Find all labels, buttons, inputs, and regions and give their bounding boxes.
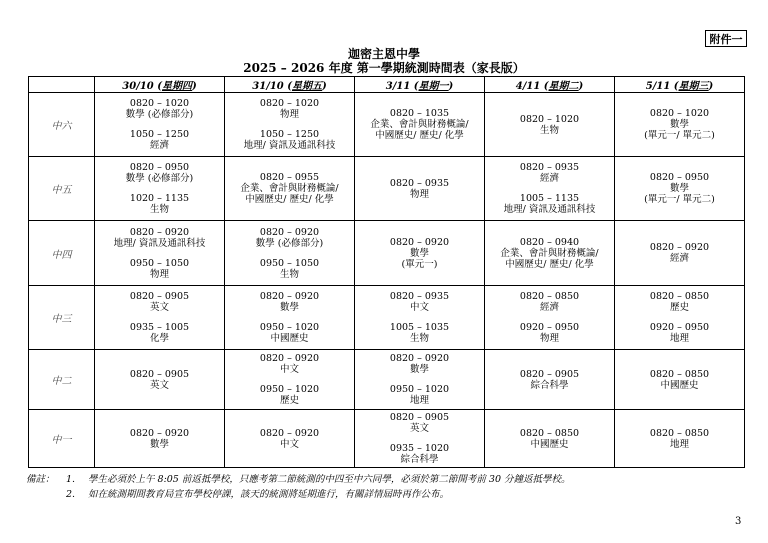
exam-slot — [615, 291, 744, 313]
exam-cell — [615, 286, 745, 350]
exam-cell — [485, 157, 615, 221]
exam-cell — [615, 93, 745, 157]
notes — [26, 472, 746, 502]
note-text: 如在統測期間教育局宣布學校停課，該天的統測將延期進行，有關詳情屆時再作公布。 — [88, 489, 450, 500]
exam-cell — [355, 350, 485, 410]
exam-subject: 歷史 — [669, 302, 689, 313]
exam-subject: 企業、會計與財務概論/ — [370, 119, 469, 130]
column-weekday: 星期二 — [548, 81, 579, 92]
exam-subject: 數學 — [279, 302, 299, 313]
exam-cell — [355, 93, 485, 157]
exam-time: 0820 – 0920 — [389, 236, 450, 248]
exam-slot — [95, 98, 224, 120]
exam-time: 0820 – 0920 — [259, 291, 320, 302]
exam-subject: 經濟 — [669, 253, 689, 264]
exam-time: 1050 – 1250 — [259, 129, 320, 140]
school-name: 迦密主恩中學 — [347, 47, 420, 61]
exam-slot — [355, 443, 484, 465]
exam-subject: 企業、會計與財務概論/ — [240, 183, 339, 194]
exam-slot — [225, 384, 354, 406]
exam-slot — [615, 428, 744, 450]
exam-cell — [355, 221, 485, 286]
exam-subject: 經濟 — [149, 140, 169, 151]
exam-cell — [485, 93, 615, 157]
exam-subject: 歷史 — [279, 395, 299, 406]
exam-time: 0820 – 0950 — [649, 172, 710, 183]
exam-time: 0820 – 0905 — [389, 412, 450, 423]
exam-slot — [355, 108, 484, 141]
exam-time: 0820 – 0920 — [129, 226, 190, 238]
column-weekday: 星期三 — [678, 81, 709, 92]
column-weekday: 星期五 — [291, 81, 322, 92]
exam-subject: 物理 — [409, 188, 429, 200]
header-row — [29, 77, 745, 93]
exam-time: 0950 – 1020 — [259, 322, 320, 333]
column-header: 31/10 (星期五) — [225, 77, 355, 93]
exam-subject: 數學 (必修部分) — [125, 173, 194, 184]
exam-time: 1005 – 1135 — [519, 193, 580, 204]
exam-cell — [355, 157, 485, 221]
exam-slot — [225, 129, 354, 151]
exam-subject: 中文 — [279, 438, 299, 450]
exam-time: 0820 – 0950 — [129, 162, 190, 173]
exam-time: 0820 – 0905 — [129, 291, 190, 302]
exam-subject: 數學 — [409, 247, 429, 259]
exam-cell — [95, 350, 225, 410]
exam-subject: 綜合科學 — [400, 454, 439, 465]
exam-time: 0820 – 1035 — [389, 108, 450, 119]
exam-cell — [485, 410, 615, 468]
exam-slot — [225, 227, 354, 249]
exam-time: 0820 – 0905 — [129, 368, 190, 380]
exam-time: 0820 – 0920 — [649, 242, 710, 253]
exam-subject: 數學 (必修部分) — [125, 109, 194, 120]
exam-time: 0820 – 1020 — [519, 113, 580, 125]
exam-cell — [225, 410, 355, 468]
exam-subject: 經濟 — [539, 302, 559, 313]
exam-subject: 數學 (必修部分) — [255, 237, 324, 249]
exam-slot — [225, 353, 354, 375]
form-label: 中一 — [29, 410, 95, 468]
exam-time: 1005 – 1035 — [389, 322, 450, 333]
exam-subject: (單元一) — [401, 258, 438, 270]
exam-cell — [95, 221, 225, 286]
exam-subject: 英文 — [409, 423, 429, 434]
note-number: 1. — [66, 474, 76, 485]
form-label: 中四 — [29, 221, 95, 286]
exam-subject: 數學 — [409, 364, 429, 375]
exam-time: 0820 – 0920 — [129, 427, 190, 439]
exam-time: 0950 – 1020 — [259, 384, 320, 395]
exam-cell — [225, 286, 355, 350]
exam-time: 0820 – 0850 — [519, 291, 580, 302]
exam-time: 0920 – 0950 — [519, 322, 580, 333]
attachment-label: 附件一 — [705, 30, 747, 47]
exam-cell — [225, 93, 355, 157]
exam-cell — [355, 286, 485, 350]
timetable-title: 2025 – 2026 年度 第一學期統測時間表（家長版） — [243, 61, 525, 75]
exam-subject: 中國歷史 — [530, 438, 569, 450]
exam-subject: 化學 — [149, 333, 169, 344]
exam-slot — [485, 162, 614, 184]
exam-time: 0935 – 1005 — [129, 322, 190, 333]
exam-slot — [355, 291, 484, 313]
exam-slot — [485, 369, 614, 391]
exam-slot — [95, 322, 224, 344]
exam-slot — [225, 291, 354, 313]
exam-time: 0820 – 0850 — [519, 427, 580, 439]
exam-slot — [615, 322, 744, 344]
exam-time: 0920 – 0950 — [649, 322, 710, 333]
column-date: 3/11 — [385, 81, 411, 92]
exam-slot — [485, 322, 614, 344]
exam-subject: 中國歷史/ 歷史/ 化學 — [505, 258, 594, 270]
exam-subject: 中國歷史 — [660, 379, 699, 391]
exam-slot — [485, 114, 614, 136]
exam-slot — [355, 353, 484, 375]
exam-subject: 地理/ 資訊及通訊科技 — [243, 140, 336, 151]
exam-slot — [225, 322, 354, 344]
exam-slot — [95, 291, 224, 313]
column-date: 31/10 — [252, 81, 284, 92]
exam-cell — [95, 157, 225, 221]
exam-subject: (單元一/ 單元二) — [644, 130, 715, 141]
exam-time: 0820 – 0905 — [519, 368, 580, 380]
exam-subject: 數學 — [149, 438, 169, 450]
exam-slot — [355, 412, 484, 434]
note-text: 學生必須於上午 8:05 前返抵學校，只應考第二節統測的中四至中六同學，必須於第二節開考前 30 分鐘返抵學校。 — [88, 474, 571, 485]
column-date: 4/11 — [515, 81, 541, 92]
exam-time: 0950 – 1050 — [129, 257, 190, 269]
exam-slot — [95, 193, 224, 215]
exam-subject: (單元一/ 單元二) — [644, 194, 715, 205]
exam-time: 0820 – 0920 — [389, 353, 450, 364]
exam-subject: 中國歷史/ 歷史/ 化學 — [245, 194, 334, 205]
exam-cell — [355, 410, 485, 468]
exam-subject: 綜合科學 — [530, 379, 569, 391]
exam-subject: 物理 — [279, 109, 299, 120]
exam-cell — [615, 157, 745, 221]
form-row — [29, 157, 745, 221]
exam-subject: 數學 — [669, 119, 689, 130]
exam-slot — [615, 108, 744, 141]
exam-subject: 地理 — [409, 395, 429, 406]
exam-slot — [355, 237, 484, 270]
exam-subject: 經濟 — [539, 173, 559, 184]
form-label: 中三 — [29, 286, 95, 350]
exam-slot — [485, 237, 614, 270]
exam-cell — [485, 221, 615, 286]
form-row — [29, 350, 745, 410]
form-row — [29, 221, 745, 286]
exam-subject: 地理/ 資訊及通訊科技 — [113, 237, 206, 249]
exam-slot — [225, 98, 354, 120]
form-row — [29, 410, 745, 468]
exam-cell — [95, 410, 225, 468]
exam-slot — [225, 258, 354, 280]
exam-time: 0820 – 0920 — [259, 353, 320, 364]
exam-time: 0820 – 0935 — [389, 177, 450, 189]
exam-slot — [225, 428, 354, 450]
exam-subject: 地理 — [669, 438, 689, 450]
exam-time: 0950 – 1050 — [259, 257, 320, 269]
form-row — [29, 286, 745, 350]
exam-slot — [95, 428, 224, 450]
exam-slot — [615, 172, 744, 205]
exam-subject: 中國歷史 — [270, 333, 309, 344]
exam-time: 0820 – 0940 — [519, 236, 580, 248]
exam-time: 0820 – 0850 — [649, 291, 710, 302]
exam-slot — [485, 428, 614, 450]
column-weekday: 星期四 — [161, 81, 192, 92]
exam-time: 0820 – 1020 — [129, 98, 190, 109]
exam-subject: 數學 — [669, 183, 689, 194]
corner-cell — [29, 77, 95, 93]
exam-slot — [95, 162, 224, 184]
column-weekday: 星期一 — [418, 81, 449, 92]
notes-label: 備註： — [26, 474, 55, 485]
column-header: 3/11 (星期一) — [355, 77, 485, 93]
exam-time: 0935 – 1020 — [389, 443, 450, 454]
exam-time: 0820 – 0935 — [519, 162, 580, 173]
exam-subject: 生物 — [279, 268, 299, 280]
exam-subject: 地理/ 資訊及通訊科技 — [503, 204, 596, 215]
exam-time: 0820 – 0920 — [259, 226, 320, 238]
exam-time: 0820 – 0850 — [649, 368, 710, 380]
note-item — [26, 487, 746, 502]
exam-time: 0820 – 0935 — [389, 291, 450, 302]
column-date: 5/11 — [645, 81, 671, 92]
exam-time: 0820 – 0850 — [649, 427, 710, 439]
exam-time: 0950 – 1020 — [389, 384, 450, 395]
exam-subject: 英文 — [149, 379, 169, 391]
form-label: 中五 — [29, 157, 95, 221]
exam-cell — [95, 93, 225, 157]
exam-slot — [485, 291, 614, 313]
exam-time: 0820 – 0955 — [259, 172, 320, 183]
exam-slot — [95, 258, 224, 280]
exam-time: 1050 – 1250 — [129, 129, 190, 140]
column-header: 5/11 (星期三) — [615, 77, 745, 93]
exam-cell — [225, 350, 355, 410]
exam-slot — [225, 172, 354, 205]
exam-cell — [615, 410, 745, 468]
exam-subject: 中國歷史/ 歷史/ 化學 — [375, 130, 464, 141]
exam-subject: 生物 — [409, 333, 429, 344]
column-date: 30/10 — [122, 81, 154, 92]
exam-slot — [615, 369, 744, 391]
exam-cell — [95, 286, 225, 350]
exam-subject: 企業、會計與財務概論/ — [500, 247, 599, 259]
exam-slot — [355, 178, 484, 200]
form-label: 中二 — [29, 350, 95, 410]
exam-cell — [225, 221, 355, 286]
exam-subject: 生物 — [149, 204, 169, 215]
exam-slot — [355, 322, 484, 344]
page-number: 3 — [735, 516, 742, 527]
exam-slot — [615, 242, 744, 264]
exam-time: 0820 – 1020 — [649, 108, 710, 119]
exam-subject: 英文 — [149, 302, 169, 313]
exam-subject: 生物 — [539, 124, 559, 136]
exam-subject: 物理 — [149, 268, 169, 280]
exam-subject: 地理 — [669, 333, 689, 344]
exam-timetable — [28, 76, 745, 468]
exam-cell — [615, 350, 745, 410]
note-item — [26, 472, 746, 487]
column-header: 30/10 (星期四) — [95, 77, 225, 93]
exam-subject: 中文 — [409, 302, 429, 313]
exam-slot — [485, 193, 614, 215]
exam-cell — [485, 286, 615, 350]
column-header: 4/11 (星期二) — [485, 77, 615, 93]
exam-cell — [485, 350, 615, 410]
exam-slot — [95, 129, 224, 151]
exam-time: 0820 – 0920 — [259, 427, 320, 439]
form-row — [29, 93, 745, 157]
exam-slot — [95, 369, 224, 391]
exam-slot — [95, 227, 224, 249]
exam-slot — [355, 384, 484, 406]
exam-cell — [225, 157, 355, 221]
exam-subject: 物理 — [539, 333, 559, 344]
exam-cell — [615, 221, 745, 286]
exam-time: 0820 – 1020 — [259, 98, 320, 109]
exam-time: 1020 – 1135 — [129, 193, 190, 204]
form-label: 中六 — [29, 93, 95, 157]
note-number: 2. — [66, 489, 76, 500]
exam-subject: 中文 — [279, 364, 299, 375]
